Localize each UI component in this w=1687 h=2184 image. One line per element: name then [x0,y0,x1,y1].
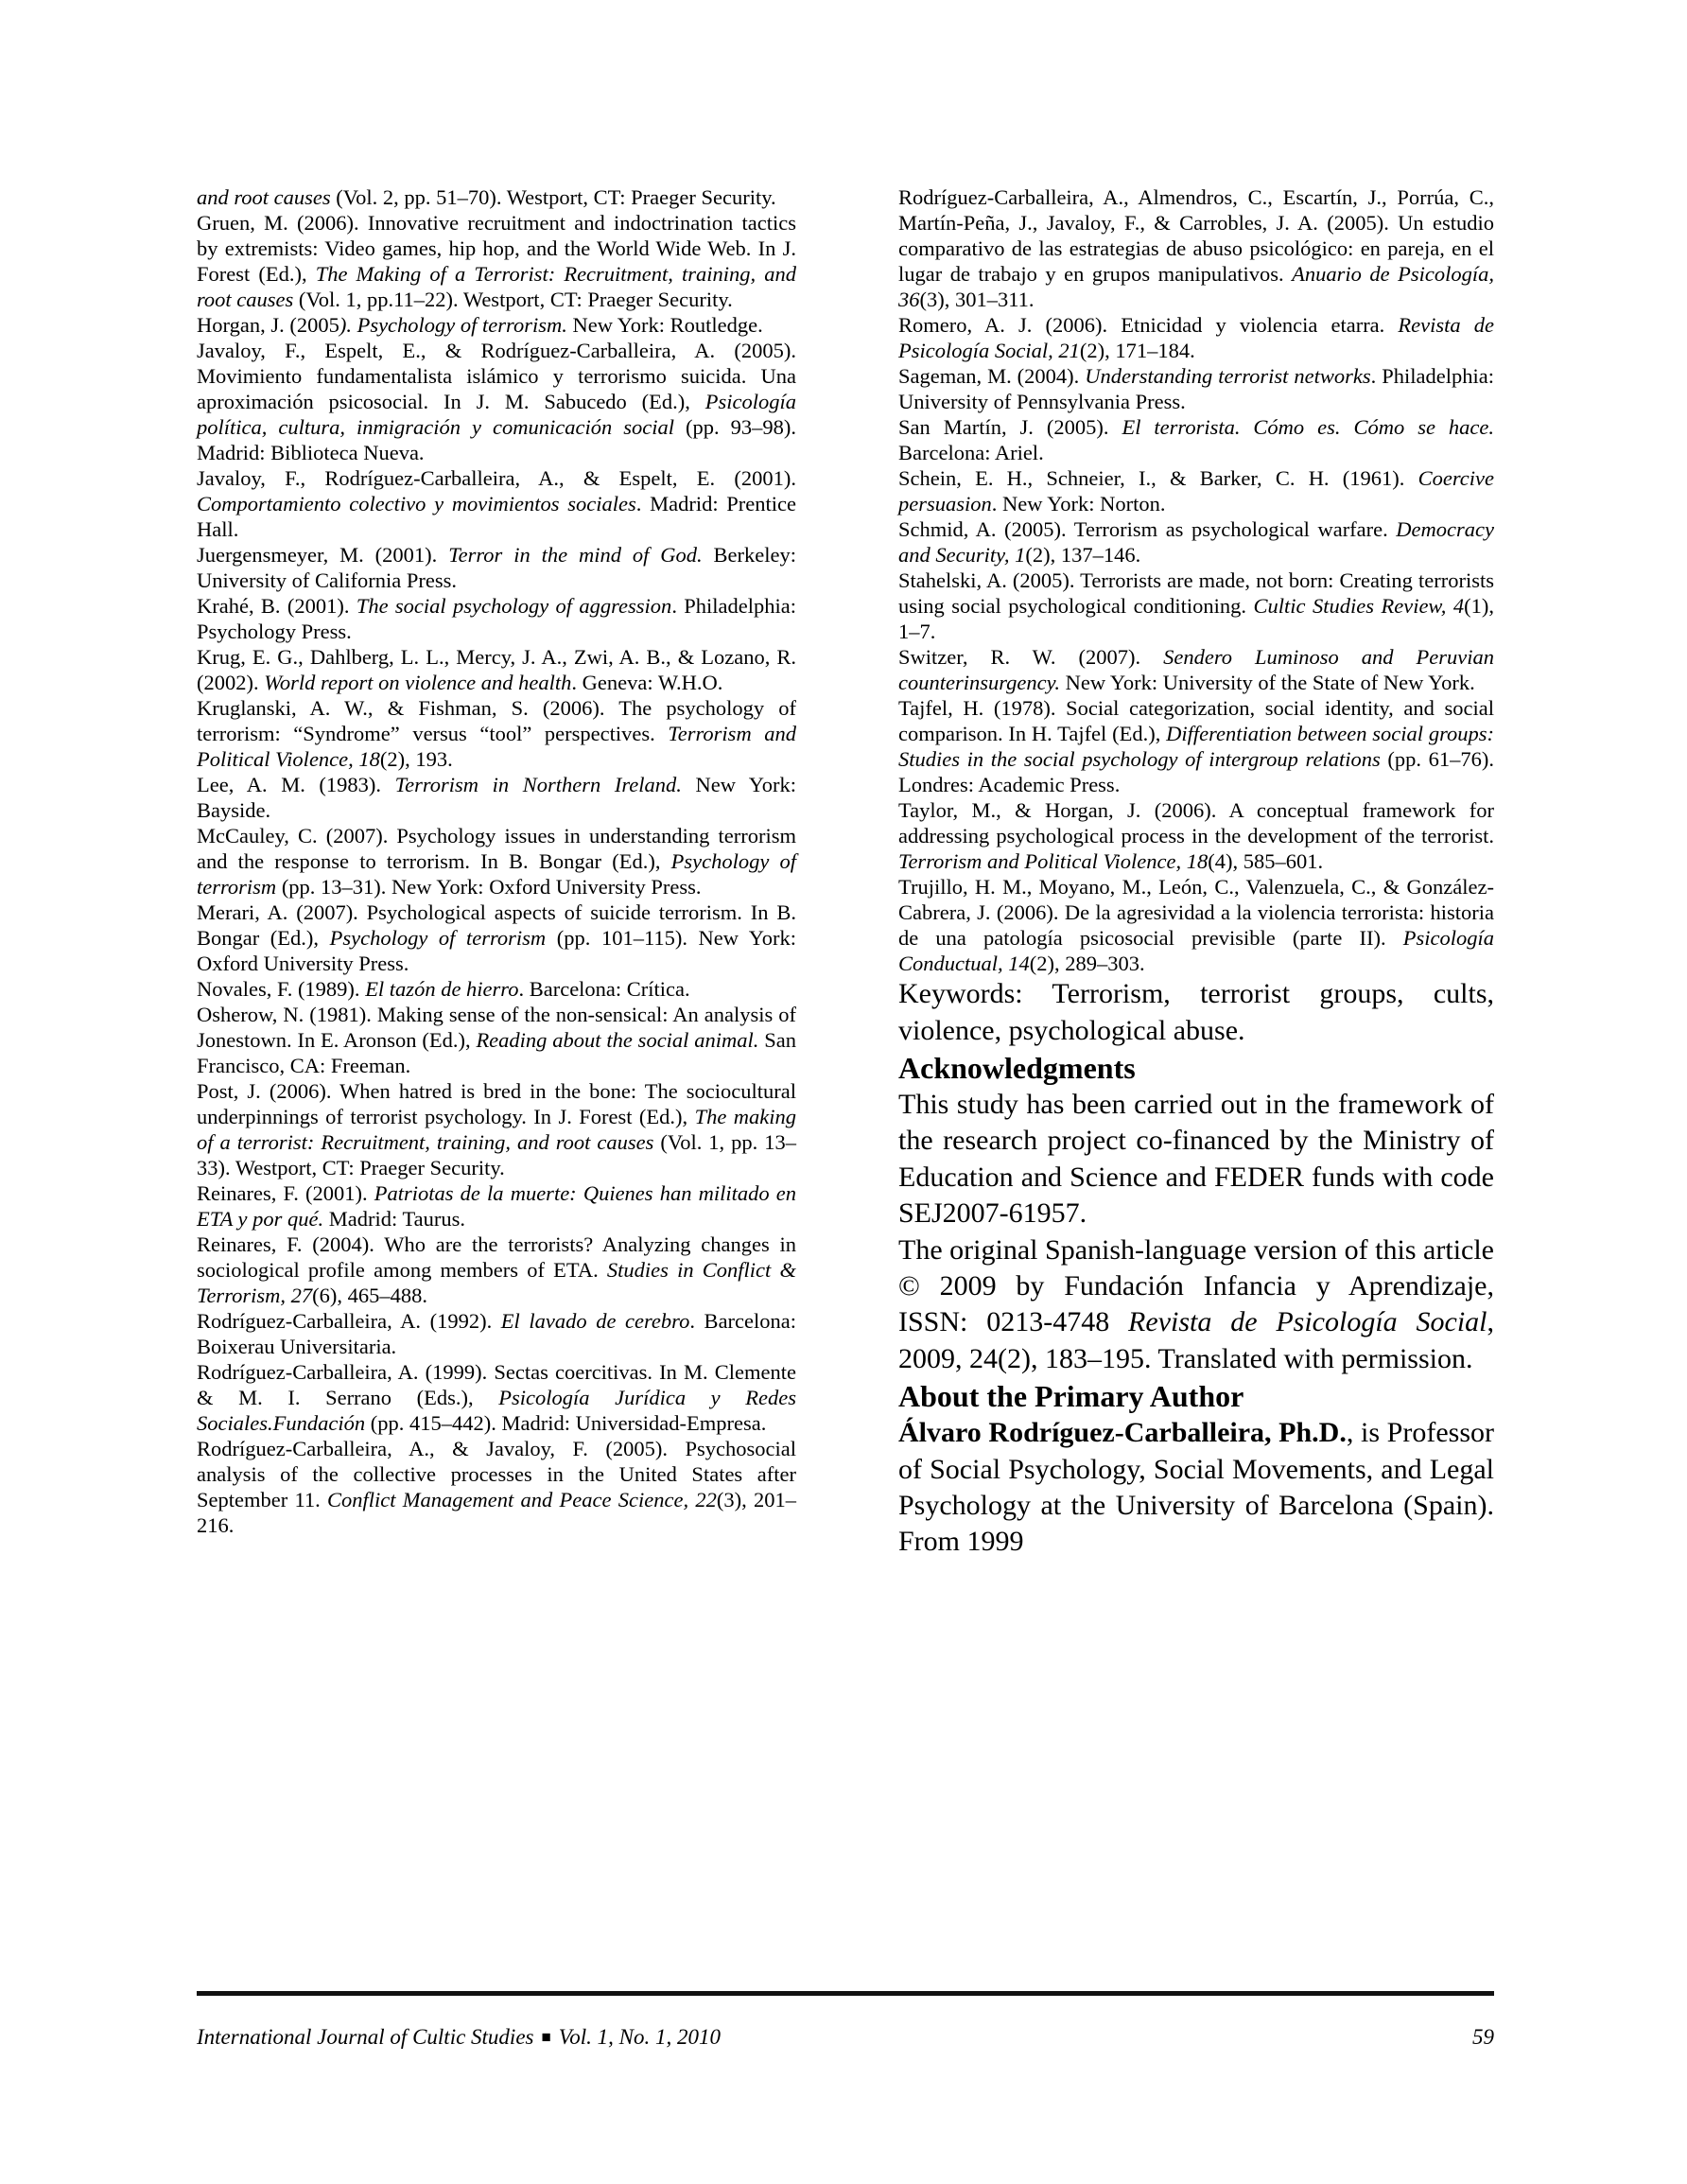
text-run: Javaloy, F., Rodríguez-Carballeira, A., & Espelt, E. (2001). [197,466,796,490]
text-run: World report on violence and health [264,671,572,694]
text-run: New York: Routledge. [566,313,763,337]
text-run: . Barcelona: Boixerau Universitaria. [197,1309,797,1358]
text-run: El lavado de cerebro [500,1309,690,1333]
text-run: Novales, F. (1989). [197,977,366,1001]
reference-entry [197,1359,796,1436]
text-run: and root causes [197,185,331,209]
text-run: Stahelski, A. (2005). Terrorists are made, not born: Creating terrorists using social psychological conditioning. [898,568,1494,618]
text-run: Barcelona: Ariel. [898,441,1044,464]
text-run: Schein, E. H., Schneier, I., & Barker, C. H. (1961). [898,466,1418,490]
text-run: (2), 171–184. [1079,339,1195,362]
text-run: San Martín, J. (2005). [898,415,1122,439]
reference-entry [197,312,796,338]
references-column-right [898,184,1494,1561]
text-run: Juergensmeyer, M. (2001). [197,543,449,567]
journal-title: International Journal of Cultic Studies [197,2025,534,2049]
reference-entry [898,465,1494,516]
section-heading [898,1377,1494,1415]
text-run: (pp. 415–442). Madrid: Universidad-Empresa. [365,1411,767,1435]
text-run: Revista de Psicología Social, 21 [898,313,1494,362]
reference-entry [197,1436,796,1538]
text-run: (pp. 13–31). New York: Oxford University Press. [276,875,702,899]
text-run: Reinares, F. (2004). Who are the terrorists? Analyzing changes in sociological profile among members of ETA. [197,1232,796,1282]
reference-entry [898,312,1494,363]
text-run: Rodríguez-Carballeira, A., & Javaloy, F. (2005). Psychosocial analysis of the collective processes in the United States after September 11. [197,1437,796,1511]
journal-citation [197,2024,721,2051]
text-run: Understanding terrorist networks [1085,364,1371,388]
text-run: Romero, A. J. (2006). Etnicidad y violencia etarra. [898,313,1399,337]
text-run: Comportamiento colectivo y movimientos sociales [197,492,636,515]
text-run: Kruglanski, A. W., & Fishman, S. (2006). The psychology of terrorism: “Syndrome” versus “tool” perspectives. [197,696,796,745]
text-run: Berkeley: University of California Press. [197,543,796,592]
text-run: This study has been carried out in the framework of the research project co-financed by the Ministry of Education and Science and FEDER funds with code SEJ2007-61957. [898,1089,1494,1230]
text-run: The social psychology of aggression [356,594,672,618]
text-run: (2), 289–303. [1029,952,1145,975]
text-run: (Vol. 1, pp.11–22). Westport, CT: Praeger Security. [293,288,733,311]
text-run: Psychology of terrorism [329,926,547,950]
text-run: Revista de Psicología Social [1128,1306,1487,1338]
text-run: Studies in Conflict & Terrorism, 27 [197,1258,796,1307]
text-run: Horgan, J. (2005 [197,313,339,337]
text-run: Terrorism in Northern Ireland. [394,773,682,796]
text-run: Post, J. (2006). When hatred is bred in the bone: The sociocultural underpinnings of terrorist psychology. In J. Forest (Ed.), [197,1079,796,1128]
text-run: (Vol. 2, pp. 51–70). Westport, CT: Praeger Security. [330,185,776,209]
text-run: Differentiation between social groups: Studies in the social psychology of intergroup relations [898,722,1494,771]
page-number: 59 [1472,2025,1494,2049]
reference-entry [197,1232,796,1308]
text-run: Terrorism and Political Violence, 18 [197,722,796,771]
text-run: The original Spanish-language version of this article © 2009 by Fundación Infancia y Aprendizaje, ISSN: 0213-4748 [898,1233,1494,1338]
section-heading [898,1049,1494,1087]
text-run: Terrorism and Political Violence, 18 [898,849,1209,873]
reference-entry [197,900,796,976]
reference-entry [898,184,1494,312]
text-run: Sageman, M. (2004). [898,364,1086,388]
reference-entry [197,695,796,772]
text-run: Democracy and Security, 1 [898,517,1494,567]
reference-entry [197,1180,796,1232]
text-run: Krahé, B. (2001). [197,594,357,618]
text-run: About the Primary Author [898,1379,1244,1414]
text-run: . Madrid: Prentice Hall. [197,492,796,541]
text-run: Reinares, F. (2001). [197,1181,374,1205]
text-run: . Philadelphia: Psychology Press. [197,594,796,643]
text-run: The making of a terrorist: Recruitment, training, and root causes [197,1105,796,1154]
text-run: The Making of a Terrorist: Recruitment, training, and root causes [197,262,797,311]
text-run: Cultic Studies Review, 4 [1253,594,1465,618]
text-run: Acknowledgments [898,1051,1136,1085]
reference-entry [898,414,1494,465]
text-run: . Barcelona: Crítica. [518,977,690,1001]
text-run: Rodríguez-Carballeira, A., Almendros, C., Escartín, J., Porrúa, C., Martín-Peña, J., Javaloy, F., & Carrobles, J. A. (2005). Un estudio comparativo de las estrategias de abuso psicológico: en pareja, en el lugar de trabajo y en grupos manipulativos. [898,185,1494,286]
text-run: New York: University of the State of New York. [1060,671,1475,694]
reference-entry [898,874,1494,976]
reference-entry [197,465,796,542]
text-run: Rodríguez-Carballeira, A. (1999). Sectas coercitivas. In M. Clemente & M. I. Serrano (Eds.), [197,1360,796,1409]
square-bullet-icon: ■ [541,2028,551,2046]
text-run: Javaloy, F., Espelt, E., & Rodríguez-Carballeira, A. (2005). Movimiento fundamentalista islámico y terrorismo suicida. Una aproximación psicosocial. In J. M. Sabucedo (Ed.), [197,339,796,413]
text-run: Psicología Conductual, 14 [898,926,1494,975]
text-run: . Geneva: W.H.O. [571,671,723,694]
text-run: Patriotas de la muerte: Quienes han militado en ETA y por qué. [197,1181,796,1231]
text-run: Anuario de Psicología, 36 [898,262,1494,311]
body-paragraph [898,1087,1494,1232]
text-run: Krug, E. G., Dahlberg, L. L., Mercy, J. A., Zwi, A. B., & Lozano, R. (2002). [197,645,796,694]
body-paragraph [898,1232,1494,1378]
text-run: Taylor, M., & Horgan, J. (2006). A conceptual framework for addressing psychological process in the development of the terrorist. [898,798,1494,847]
text-run: (Vol. 1, pp. 13–33). Westport, CT: Praeger Security. [197,1130,796,1179]
reference-entry [197,593,796,644]
text-run: (2), 137–146. [1025,543,1141,567]
reference-entry [197,210,796,312]
text-run: (6), 465–488. [312,1284,427,1307]
reference-entry [197,338,796,465]
text-run: . New York: Norton. [991,492,1166,515]
reference-entry [197,772,796,823]
text-run: Álvaro Rodríguez-Carballeira, Ph.D. [898,1417,1347,1449]
text-run: (1), 1–7. [898,594,1494,643]
reference-entry [898,516,1494,568]
text-run: Psicología política, cultura, inmigración y comunicación social [197,390,796,439]
reference-entry [898,797,1494,874]
reference-entry [197,184,796,210]
text-run: Lee, A. M. (1983). [197,773,395,796]
text-run: Trujillo, H. M., Moyano, M., León, C., Valenzuela, C., & González-Cabrera, J. (2006). De la agresividad a la violencia terrorista: historia de una patología psicosocial previsible (parte II). [898,875,1494,950]
reference-entry [898,363,1494,414]
text-run: (2), 193. [379,747,453,771]
text-run: (3), 201–216. [197,1488,796,1537]
reference-entry [197,644,796,695]
text-run: Schmid, A. (2005). Terrorism as psychological warfare. [898,517,1397,541]
text-run: Psychology of terrorism [197,849,796,899]
text-run: Terror in the mind of God. [448,543,703,567]
text-run: Keywords: Terrorism, terrorist groups, cults, violence, psychological abuse. [898,978,1494,1046]
text-run: Sendero Luminoso and Peruvian counterinsurgency. [898,645,1495,694]
text-run: (pp. 101–115). New York: Oxford University Press. [197,926,797,975]
text-run: Osherow, N. (1981). Making sense of the non-sensical: An analysis of Jonestown. In E. Aronson (Ed.), [197,1003,796,1052]
text-run: (pp. 93–98). Madrid: Biblioteca Nueva. [197,415,796,464]
text-run: , 2009, 24(2), 183–195. Translated with permission. [898,1306,1494,1374]
text-run: (3), 301–311. [919,288,1035,311]
text-run: Reading about the social animal. [476,1028,759,1052]
footer-rule [197,1991,1494,1996]
references-column-left [197,184,796,1538]
text-run: Rodríguez-Carballeira, A. (1992). [197,1309,501,1333]
text-run: Gruen, M. (2006). Innovative recruitment and indoctrination tactics by extremists: Video games, hip hop, and the World Wide Web. In J. Forest (Ed.), [197,211,796,286]
text-run: . Philadelphia: University of Pennsylvania Press. [898,364,1495,413]
text-run: El terrorista. Cómo es. Cómo se hace. [1122,415,1494,439]
page-footer [197,2024,1494,2051]
reference-entry [197,976,796,1002]
reference-entry [898,568,1494,644]
text-run: San Francisco, CA: Freeman. [197,1028,796,1077]
text-run: Merari, A. (2007). Psychological aspects of suicide terrorism. In B. Bongar (Ed.), [197,900,796,950]
issue-info: Vol. 1, No. 1, 2010 [558,2025,721,2049]
keywords-line [898,976,1494,1049]
text-run: (4), 585–601. [1208,849,1324,873]
text-run: New York: Bayside. [197,773,796,822]
text-run: Madrid: Taurus. [323,1207,466,1231]
reference-entry [197,542,796,593]
reference-entry [898,644,1494,695]
text-run: Conflict Management and Peace Science, 22 [327,1488,717,1511]
text-run: McCauley, C. (2007). Psychology issues in understanding terrorism and the response to terrorism. In B. Bongar (Ed.), [197,824,796,873]
reference-entry [197,1002,796,1078]
text-run: Tajfel, H. (1978). Social categorization, social identity, and social comparison. In H. Tajfel (Ed.), [898,696,1494,745]
text-run: Psicología Jurídica y Redes Sociales.Fundación [197,1386,796,1435]
text-run: Switzer, R. W. (2007). [898,645,1164,669]
text-run: , is Professor of Social Psychology, Social Movements, and Legal Psychology at the University of Barcelona (Spain). From 1999 [898,1417,1494,1558]
text-run: ). Psychology of terrorism. [339,313,567,337]
reference-entry [197,1078,796,1180]
text-run: El tazón de hierro [365,977,519,1001]
reference-entry [197,823,796,900]
text-run: Coercive persuasion [898,466,1494,515]
text-run: (pp. 61–76). Londres: Academic Press. [898,747,1494,796]
reference-entry [197,1308,796,1359]
body-paragraph [898,1415,1494,1561]
reference-entry [898,695,1494,797]
